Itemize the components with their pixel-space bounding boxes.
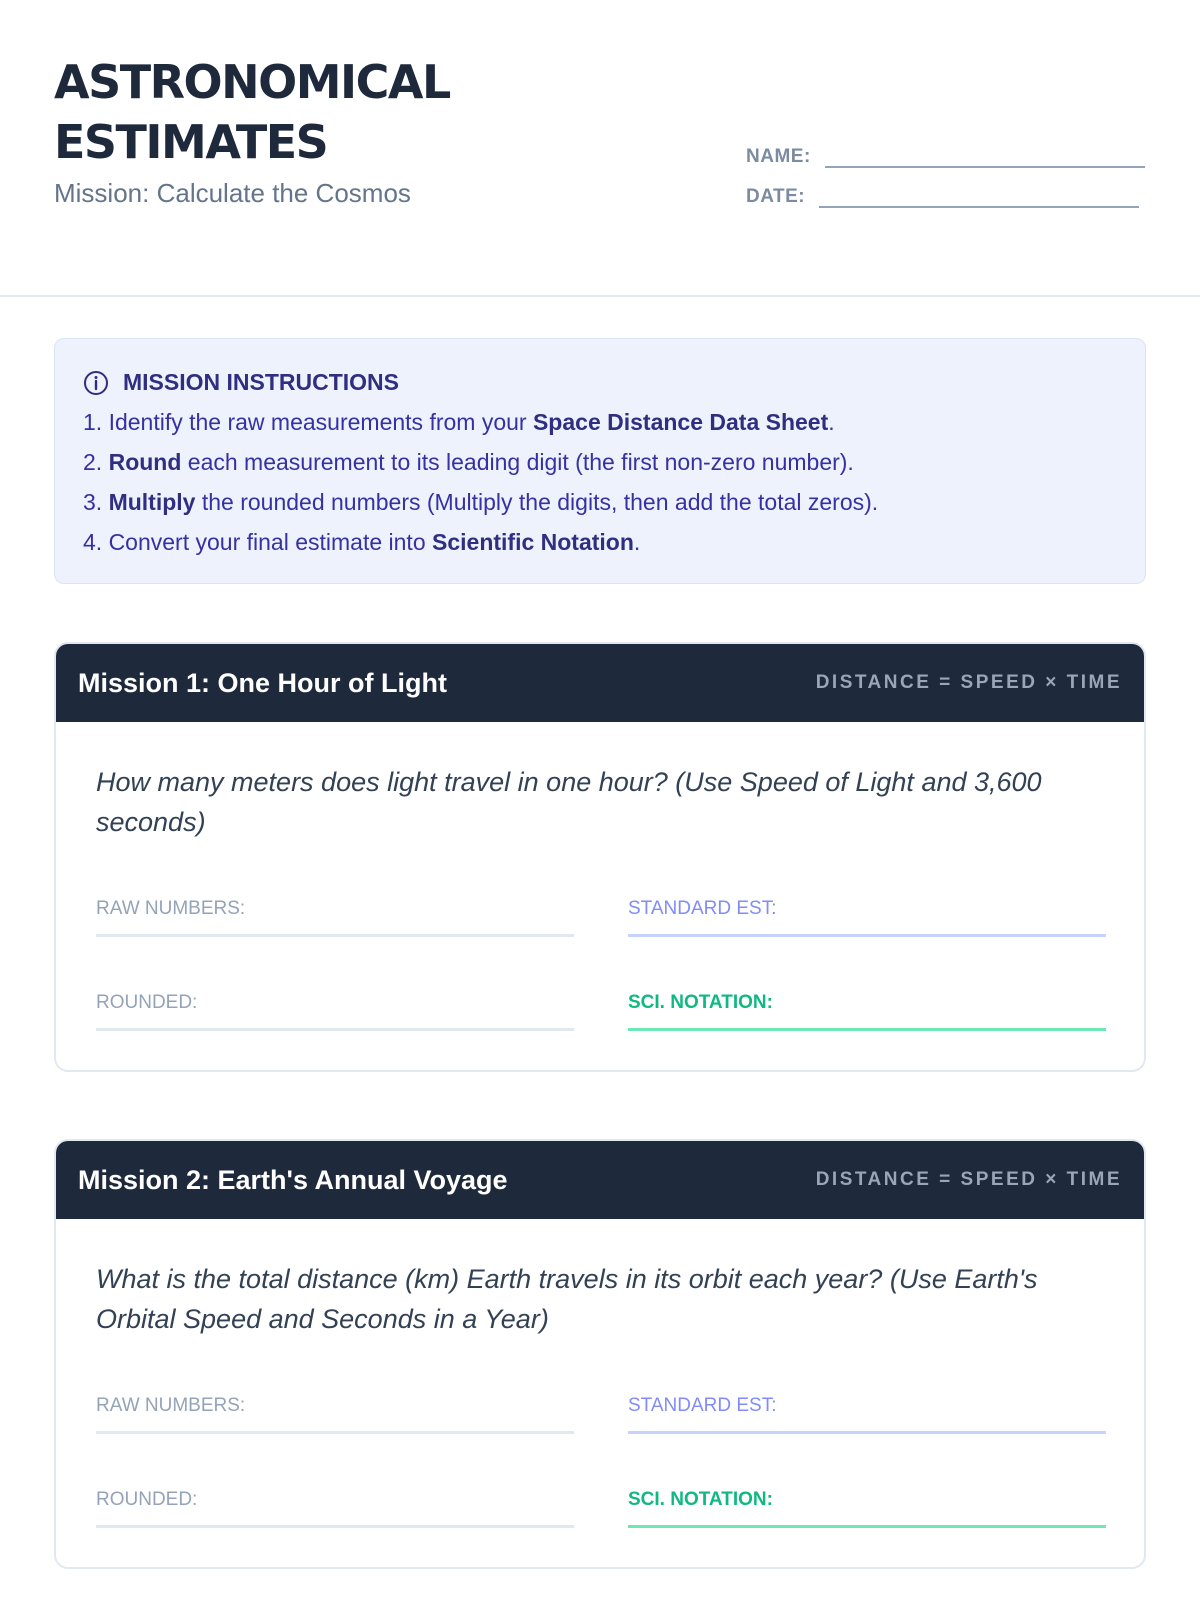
rounded-field[interactable] — [96, 992, 574, 1031]
date-label: DATE: — [746, 186, 806, 207]
title-line-2: ESTIMATES — [54, 115, 328, 169]
instruction-step-2 — [83, 449, 854, 476]
mission-title: Mission 2: Earth's Annual Voyage — [78, 1164, 508, 1195]
rounded-label: ROUNDED: — [96, 1489, 198, 1510]
name-label: NAME: — [746, 146, 811, 167]
step-4-text: 4. Convert your final estimate into — [83, 529, 432, 555]
title-line-1: ASTRONOMICAL — [54, 55, 450, 109]
rounded-label: ROUNDED: — [96, 992, 198, 1013]
standard-estimate-field[interactable] — [628, 1395, 1106, 1434]
standard-estimate-label: STANDARD EST: — [628, 1395, 777, 1416]
instructions-heading-row — [83, 369, 399, 396]
step-4-bold: Scientific Notation — [432, 529, 634, 555]
raw-numbers-field[interactable] — [96, 898, 574, 937]
step-1-suffix: . — [828, 409, 835, 435]
instructions-box — [54, 338, 1146, 584]
step-3-bold: Multiply — [108, 489, 196, 515]
name-field[interactable] — [746, 146, 1145, 168]
mission-header — [56, 644, 1144, 722]
scientific-notation-label: SCI. NOTATION: — [628, 1489, 773, 1510]
scientific-notation-field[interactable] — [628, 1489, 1106, 1528]
step-2-text: 2. — [83, 449, 109, 475]
raw-numbers-label: RAW NUMBERS: — [96, 1395, 246, 1416]
page-title — [54, 52, 614, 172]
worksheet-header — [0, 0, 1200, 297]
mission-formula: DISTANCE = SPEED × TIME — [815, 672, 1122, 693]
mission-question: How many meters does light travel in one hour? (Use Speed of Light and 3,600 seconds) — [96, 767, 1042, 837]
instruction-step-4 — [83, 529, 640, 556]
raw-numbers-label: RAW NUMBERS: — [96, 898, 246, 919]
rounded-field[interactable] — [96, 1489, 574, 1528]
step-2-suffix: each measurement to its leading digit (the first non-zero number). — [181, 449, 854, 475]
mission-title: Mission 1: One Hour of Light — [78, 667, 447, 698]
raw-numbers-field[interactable] — [96, 1395, 574, 1434]
scientific-notation-label: SCI. NOTATION: — [628, 992, 773, 1013]
date-line[interactable] — [819, 205, 1139, 208]
name-line[interactable] — [825, 165, 1145, 168]
mission-card-2 — [54, 1139, 1146, 1569]
step-3-suffix: the rounded numbers (Multiply the digits, then add the total zeros). — [195, 489, 879, 515]
page-subtitle: Mission: Calculate the Cosmos — [54, 178, 411, 208]
mission-question: What is the total distance (km) Earth travels in its orbit each year? (Use Earth's Orbital Speed and Seconds in a Year) — [96, 1264, 1038, 1334]
step-1-text: 1. Identify the raw measurements from your — [83, 409, 533, 435]
mission-card-1 — [54, 642, 1146, 1072]
mission-header — [56, 1141, 1144, 1219]
scientific-notation-field[interactable] — [628, 992, 1106, 1031]
standard-estimate-label: STANDARD EST: — [628, 898, 777, 919]
step-4-suffix: . — [633, 529, 641, 555]
instruction-step-3 — [83, 489, 878, 516]
info-icon — [83, 370, 109, 396]
standard-estimate-field[interactable] — [628, 898, 1106, 937]
instructions-heading: MISSION INSTRUCTIONS — [123, 369, 400, 395]
step-3-text: 3. — [83, 489, 109, 515]
date-field[interactable] — [746, 186, 1139, 208]
step-1-bold: Space Distance Data Sheet — [532, 409, 829, 435]
step-2-bold: Round — [108, 449, 182, 475]
instruction-step-1 — [83, 409, 835, 436]
mission-formula: DISTANCE = SPEED × TIME — [815, 1169, 1122, 1190]
